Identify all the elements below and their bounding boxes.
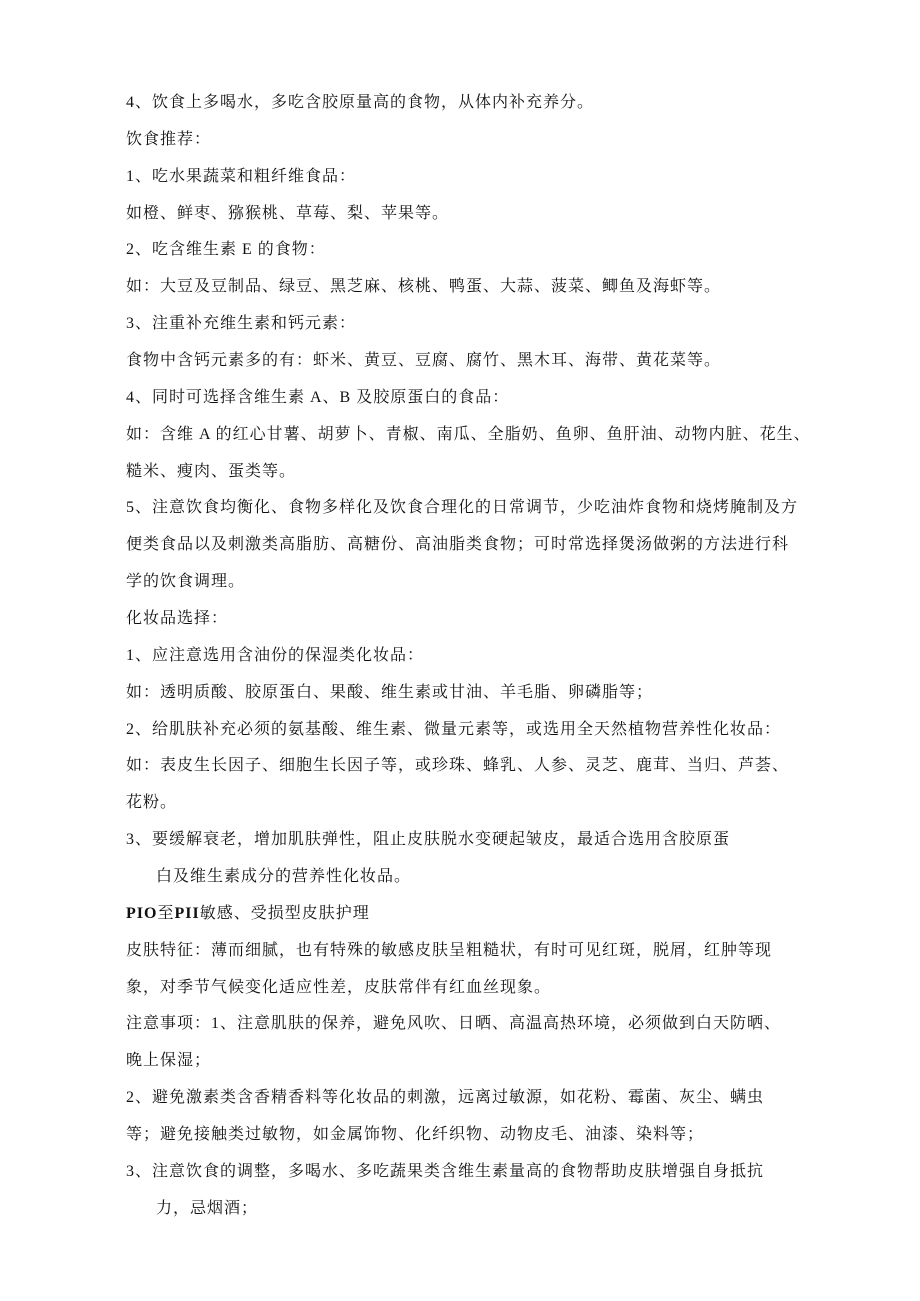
text-line: 学的饮食调理。 bbox=[126, 573, 246, 591]
text-line: 晚上保湿； bbox=[126, 1052, 212, 1070]
text-line: 如橙、鲜枣、猕猴桃、草莓、梨、苹果等。 bbox=[126, 204, 450, 222]
text-line: 1、吃水果蔬菜和粗纤维食品： bbox=[126, 167, 357, 185]
text-line: 3、注重补充维生素和钙元素： bbox=[126, 315, 357, 333]
section-title-text: 敏感、受损型皮肤护理 bbox=[199, 904, 370, 922]
text-line: 白及维生素成分的营养性化妆品。 bbox=[156, 868, 412, 886]
cosmetics-selection-heading: 化妆品选择： bbox=[126, 610, 229, 628]
text-line: 皮肤特征：薄而细腻，也有特殊的敏感皮肤呈粗糙状，有时可见红斑，脱屑，红肿等现 bbox=[126, 941, 773, 959]
text-line: 4、饮食上多喝水，多吃含胶原量高的食物，从体内补充养分。 bbox=[126, 94, 595, 111]
text-line: 等；避免接触类过敏物，如金属饰物、化纤织物、动物皮毛、油漆、染料等； bbox=[126, 1126, 705, 1144]
text-line: 2、吃含维生素 E 的食物： bbox=[126, 241, 326, 259]
text-line: 2、避免激素类含香精香料等化妆品的刺激，远离过敏源，如花粉、霉菌、灰尘、螨虫 bbox=[126, 1089, 765, 1107]
text-line: 力，忌烟酒； bbox=[156, 1199, 259, 1217]
text-line: 食物中含钙元素多的有：虾米、黄豆、豆腐、腐竹、黑木耳、海带、黄花菜等。 bbox=[126, 352, 722, 370]
text-line: 如：大豆及豆制品、绿豆、黑芝麻、核桃、鸭蛋、大蒜、菠菜、鲫鱼及海虾等。 bbox=[126, 278, 722, 296]
text-line: 糙米、瘦肉、蛋类等。 bbox=[126, 462, 297, 480]
text-line: 花粉。 bbox=[126, 794, 178, 812]
text-line: 象，对季节气候变化适应性差，皮肤常伴有红血丝现象。 bbox=[126, 978, 552, 996]
section-code-end: PII bbox=[174, 904, 200, 922]
text-line: 注意事项：1、注意肌肤的保养，避免风吹、日晒、高温高热环境，必须做到白天防晒、 bbox=[126, 1015, 782, 1033]
text-line: 便类食品以及刺激类高脂肪、高糖份、高油脂类食物；可时常选择煲汤做粥的方法进行科 bbox=[126, 536, 790, 554]
text-line: 如：透明质酸、胶原蛋白、果酸、维生素或甘油、羊毛脂、卵磷脂等； bbox=[126, 683, 654, 701]
text-line: 5、注意饮食均衡化、食物多样化及饮食合理化的日常调节，少吃油炸食物和烧烤腌制及方 bbox=[126, 499, 799, 517]
section-code-start: PIO bbox=[126, 904, 158, 922]
text-line: 如：表皮生长因子、细胞生长因子等，或珍珠、蜂乳、人参、灵芝、鹿茸、当归、芦荟、 bbox=[126, 757, 790, 775]
text-line: 2、给肌肤补充必须的氨基酸、维生素、微量元素等，或选用全天然植物营养性化妆品： bbox=[126, 720, 782, 738]
diet-recommendation-heading: 饮食推荐： bbox=[126, 130, 212, 148]
text-line: 4、同时可选择含维生素 A、B 及胶原蛋白的食品： bbox=[126, 388, 510, 406]
text-line: 3、要缓解衰老，增加肌肤弹性，阻止皮肤脱水变硬起皱皮，最适合选用含胶原蛋 bbox=[126, 831, 731, 849]
section-connector: 至 bbox=[157, 904, 175, 922]
text-line: 如：含维 A 的红心甘薯、胡萝卜、青椒、南瓜、全脂奶、鱼卵、鱼肝油、动物内脏、花生、 bbox=[126, 425, 811, 443]
section-title bbox=[126, 896, 880, 933]
text-line: 3、注意饮食的调整，多喝水、多吃蔬果类含维生素量高的食物帮助皮肤增强自身抵抗 bbox=[126, 1162, 765, 1180]
text-line: 1、应注意选用含油份的保湿类化妆品： bbox=[126, 646, 425, 664]
